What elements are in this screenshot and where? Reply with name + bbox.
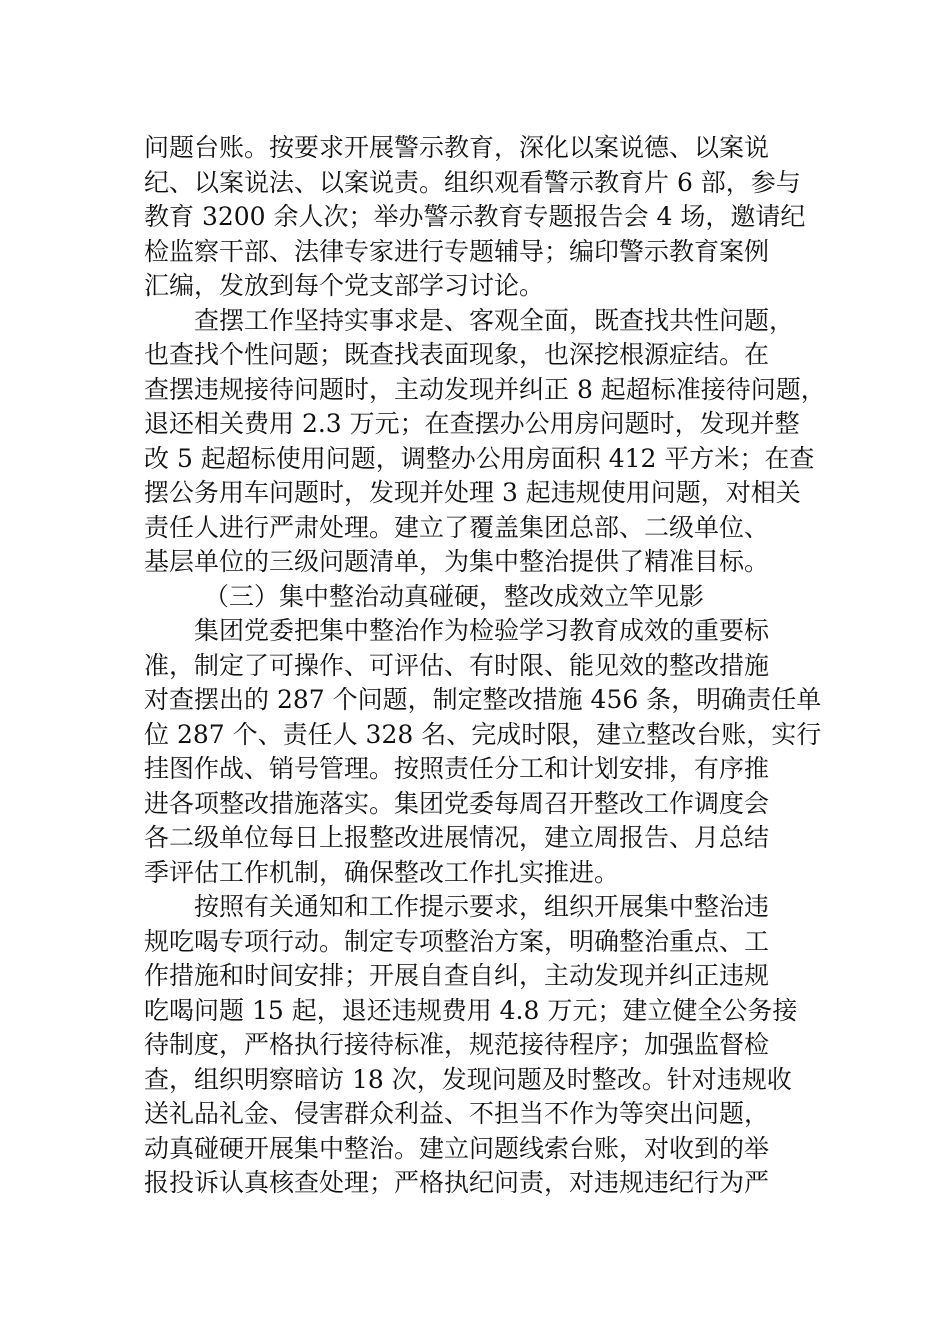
text-line: 纪、以案说法、以案说责。组织观看警示教育片 6 部，参与 <box>144 167 801 197</box>
text-line: 教育 3200 余人次；举办警示教育专题报告会 4 场，邀请纪 <box>144 202 806 231</box>
paragraph-rectification-measures <box>144 614 822 890</box>
text-line: 检监察干部、法律专家进行专题辅导；编印警示教育案例 <box>144 236 770 266</box>
paragraph-special-action <box>144 890 810 1201</box>
text-line: 挂图作战、销号管理。按照责任分工和计划安排，有序推 <box>144 754 770 783</box>
text-line: 退还相关费用 2.3 万元；在查摆办公用房问题时，发现并整 <box>144 409 800 438</box>
text-line: 报投诉认真核查处理；严格执纪问责，对违规违纪行为严 <box>144 1168 770 1197</box>
text-line: 摆公务用车问题时，发现并处理 3 起违规使用问题，对相关 <box>144 478 801 507</box>
text-line: 改 5 起超标使用问题，调整办公用房面积 412 平方米；在查 <box>144 443 815 473</box>
text-line: 按照有关通知和工作提示要求，组织开展集中整治违 <box>194 892 770 921</box>
text-line: 规吃喝专项行动。制定专项整治方案，明确整治重点、工 <box>144 926 770 956</box>
text-line: 问题台账。按要求开展警示教育，深化以案说德、以案说 <box>144 133 770 162</box>
section-heading-text: （三）集中整治动真碰硬，整改成效立竿见影 <box>204 581 705 611</box>
text-line: 汇编，发放到每个党支部学习讨论。 <box>144 271 545 300</box>
text-line: 对查摆出的 287 个问题，制定整改措施 456 条，明确责任单 <box>144 685 822 714</box>
text-line: 查，组织明察暗访 18 次，发现问题及时整改。针对违规收 <box>144 1064 792 1094</box>
section-heading-3 <box>144 580 810 615</box>
document-body <box>144 131 826 1201</box>
text-line: 责任人进行严肃处理。建立了覆盖集团总部、二级单位、 <box>144 512 770 542</box>
text-line: 进各项整改措施落实。集团党委每周召开整改工作调度会 <box>144 788 770 818</box>
text-line: 作措施和时间安排；开展自查自纠，主动发现并纠正违规 <box>144 961 770 990</box>
text-line: 集团党委把集中整治作为检验学习教育成效的重要标 <box>194 616 770 645</box>
text-line: 送礼品礼金、侵害群众利益、不担当不作为等突出问题， <box>144 1099 770 1128</box>
text-line: 季评估工作机制，确保整改工作扎实推进。 <box>144 857 620 887</box>
text-line: 也查找个性问题；既查找表面现象，也深挖根源症结。在 <box>144 340 770 369</box>
text-line: 查摆违规接待问题时，主动发现并纠正 8 起超标准接待问题， <box>144 374 826 404</box>
text-line: 待制度，严格执行接待标准，规范接待程序；加强监督检 <box>144 1030 770 1059</box>
text-line: 各二级单位每日上报整改进展情况，建立周报告、月总结 <box>144 823 770 852</box>
text-line: 准，制定了可操作、可评估、有时限、能见效的整改措施 <box>144 650 770 680</box>
text-line: 吃喝问题 15 起，退还违规费用 4.8 万元；建立健全公务接 <box>144 995 798 1025</box>
paragraph-problem-investigation <box>144 304 826 580</box>
text-line: 动真碰硬开展集中整治。建立问题线索台账，对收到的举 <box>144 1133 770 1163</box>
text-line: 查摆工作坚持实事求是、客观全面，既查找共性问题， <box>194 305 795 335</box>
text-line: 位 287 个、责任人 328 名、完成时限，建立整改台账，实行 <box>144 719 822 749</box>
paragraph-warning-education <box>144 131 810 304</box>
text-line: 基层单位的三级问题清单，为集中整治提供了精准目标。 <box>144 547 770 576</box>
